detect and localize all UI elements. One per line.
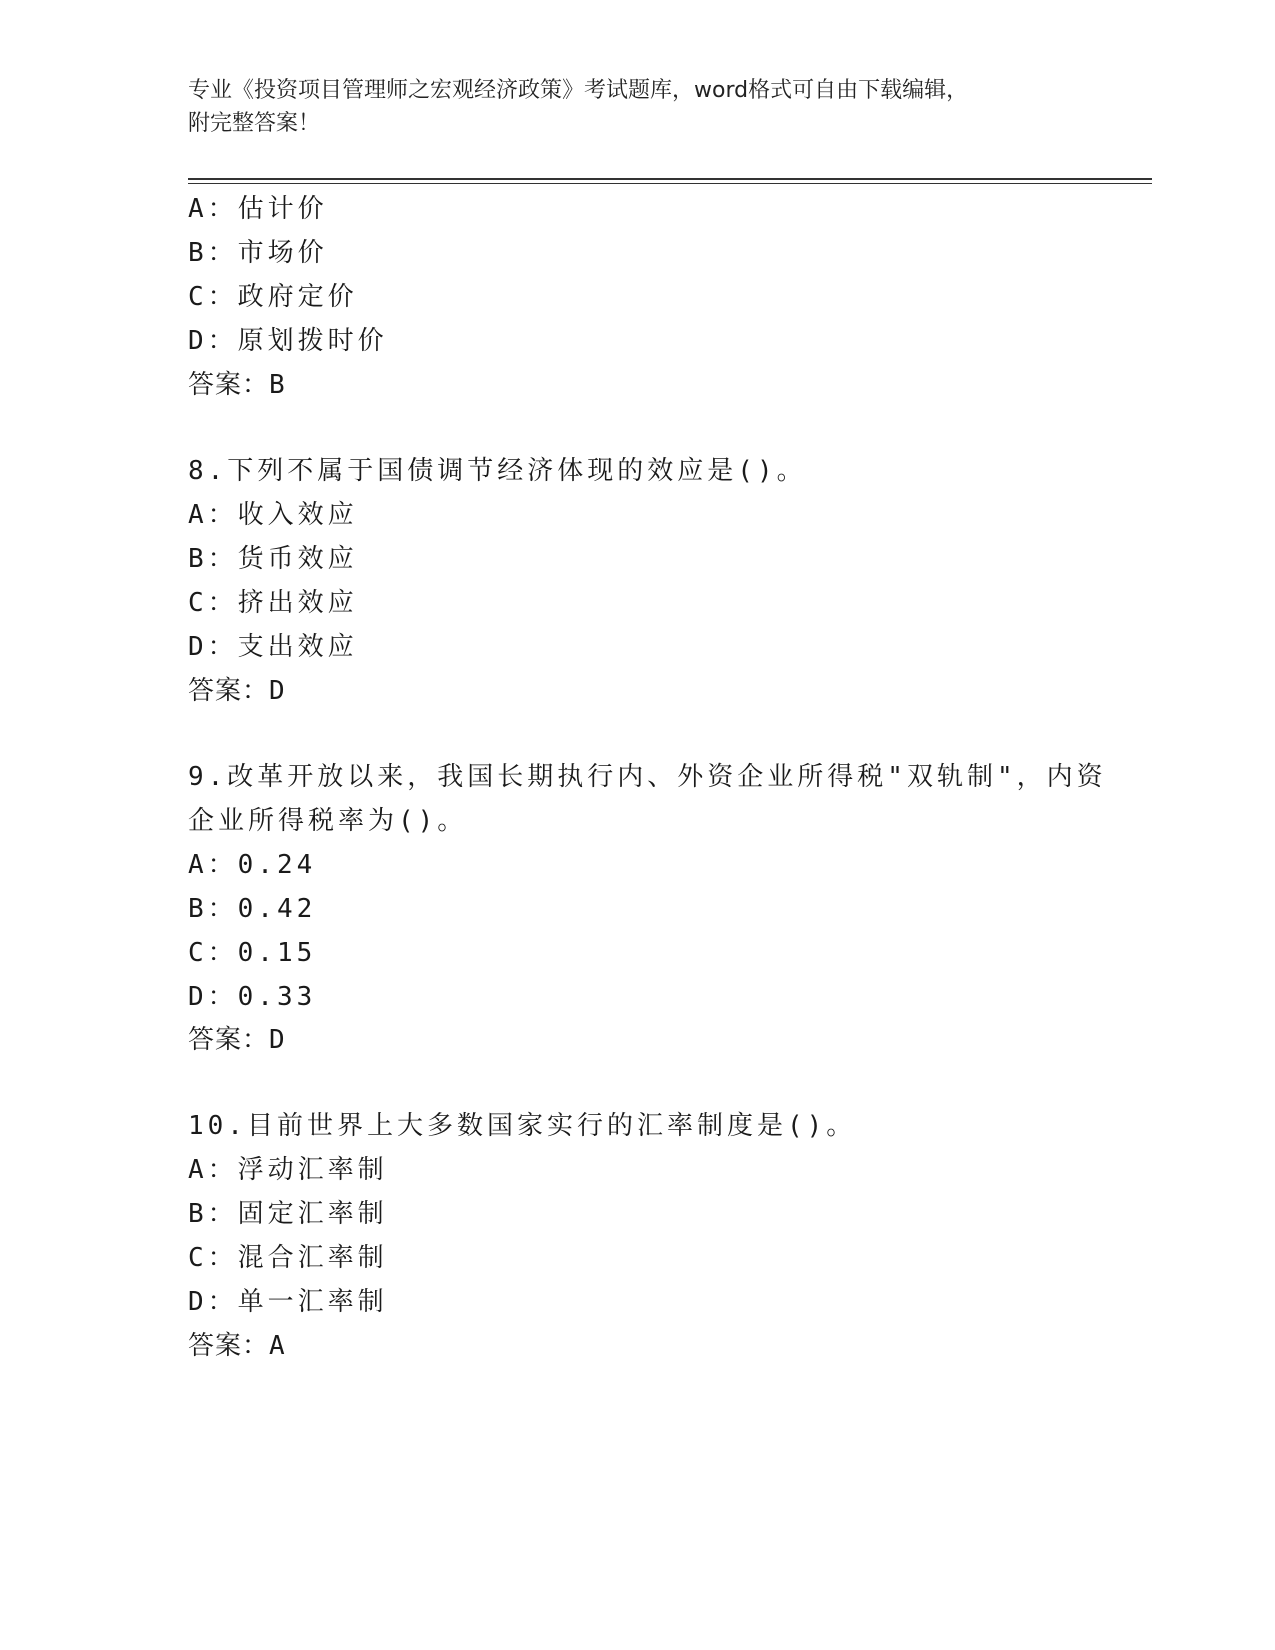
q9-question-line-1: 9.改革开放以来，我国长期执行内、外资企业所得税"双轨制"，内资 <box>188 762 1107 792</box>
q9-option-d: D：0.33 <box>188 982 317 1012</box>
q8-option-b: B：货币效应 <box>188 544 358 574</box>
q10-answer <box>188 1330 286 1362</box>
q8-option-c: C：挤出效应 <box>188 588 358 618</box>
q10-option-b: B：固定汇率制 <box>188 1199 388 1229</box>
q7-option-a: A：估计价 <box>188 194 328 224</box>
q7-option-d: D：原划拨时价 <box>188 326 388 356</box>
answer-label: 答案： <box>188 1331 270 1361</box>
q9-answer <box>188 1024 286 1056</box>
q7-option-c: C：政府定价 <box>188 282 358 312</box>
document-header <box>188 74 1088 140</box>
answer-value: D <box>269 676 286 706</box>
header-divider-thin <box>188 183 1152 184</box>
q7-option-b: B：市场价 <box>188 238 328 268</box>
q8-option-d: D：支出效应 <box>188 632 358 662</box>
header-line-1: 专业《投资项目管理师之宏观经济政策》考试题库，word格式可自由下载编辑， <box>188 78 969 103</box>
header-divider-thick <box>188 178 1152 180</box>
answer-label: 答案： <box>188 1025 270 1055</box>
answer-value: A <box>269 1331 286 1361</box>
q9-option-c: C：0.15 <box>188 938 317 968</box>
q8-question: 8.下列不属于国债调节经济体现的效应是()。 <box>188 456 807 486</box>
answer-label: 答案： <box>188 676 270 706</box>
answer-value: D <box>269 1025 286 1055</box>
answer-value: B <box>269 370 286 400</box>
q8-answer <box>188 675 286 707</box>
q10-question: 10.目前世界上大多数国家实行的汇率制度是()。 <box>188 1111 857 1141</box>
q9-option-a: A：0.24 <box>188 850 317 880</box>
header-line-2: 附完整答案！ <box>188 111 321 136</box>
q10-option-d: D：单一汇率制 <box>188 1287 388 1317</box>
q9-option-b: B：0.42 <box>188 894 317 924</box>
answer-label: 答案： <box>188 370 270 400</box>
q8-option-a: A：收入效应 <box>188 500 358 530</box>
q9-question-line-2: 企业所得税率为()。 <box>188 806 468 836</box>
q10-option-c: C：混合汇率制 <box>188 1243 388 1273</box>
q7-answer <box>188 369 286 401</box>
q10-option-a: A：浮动汇率制 <box>188 1155 388 1185</box>
